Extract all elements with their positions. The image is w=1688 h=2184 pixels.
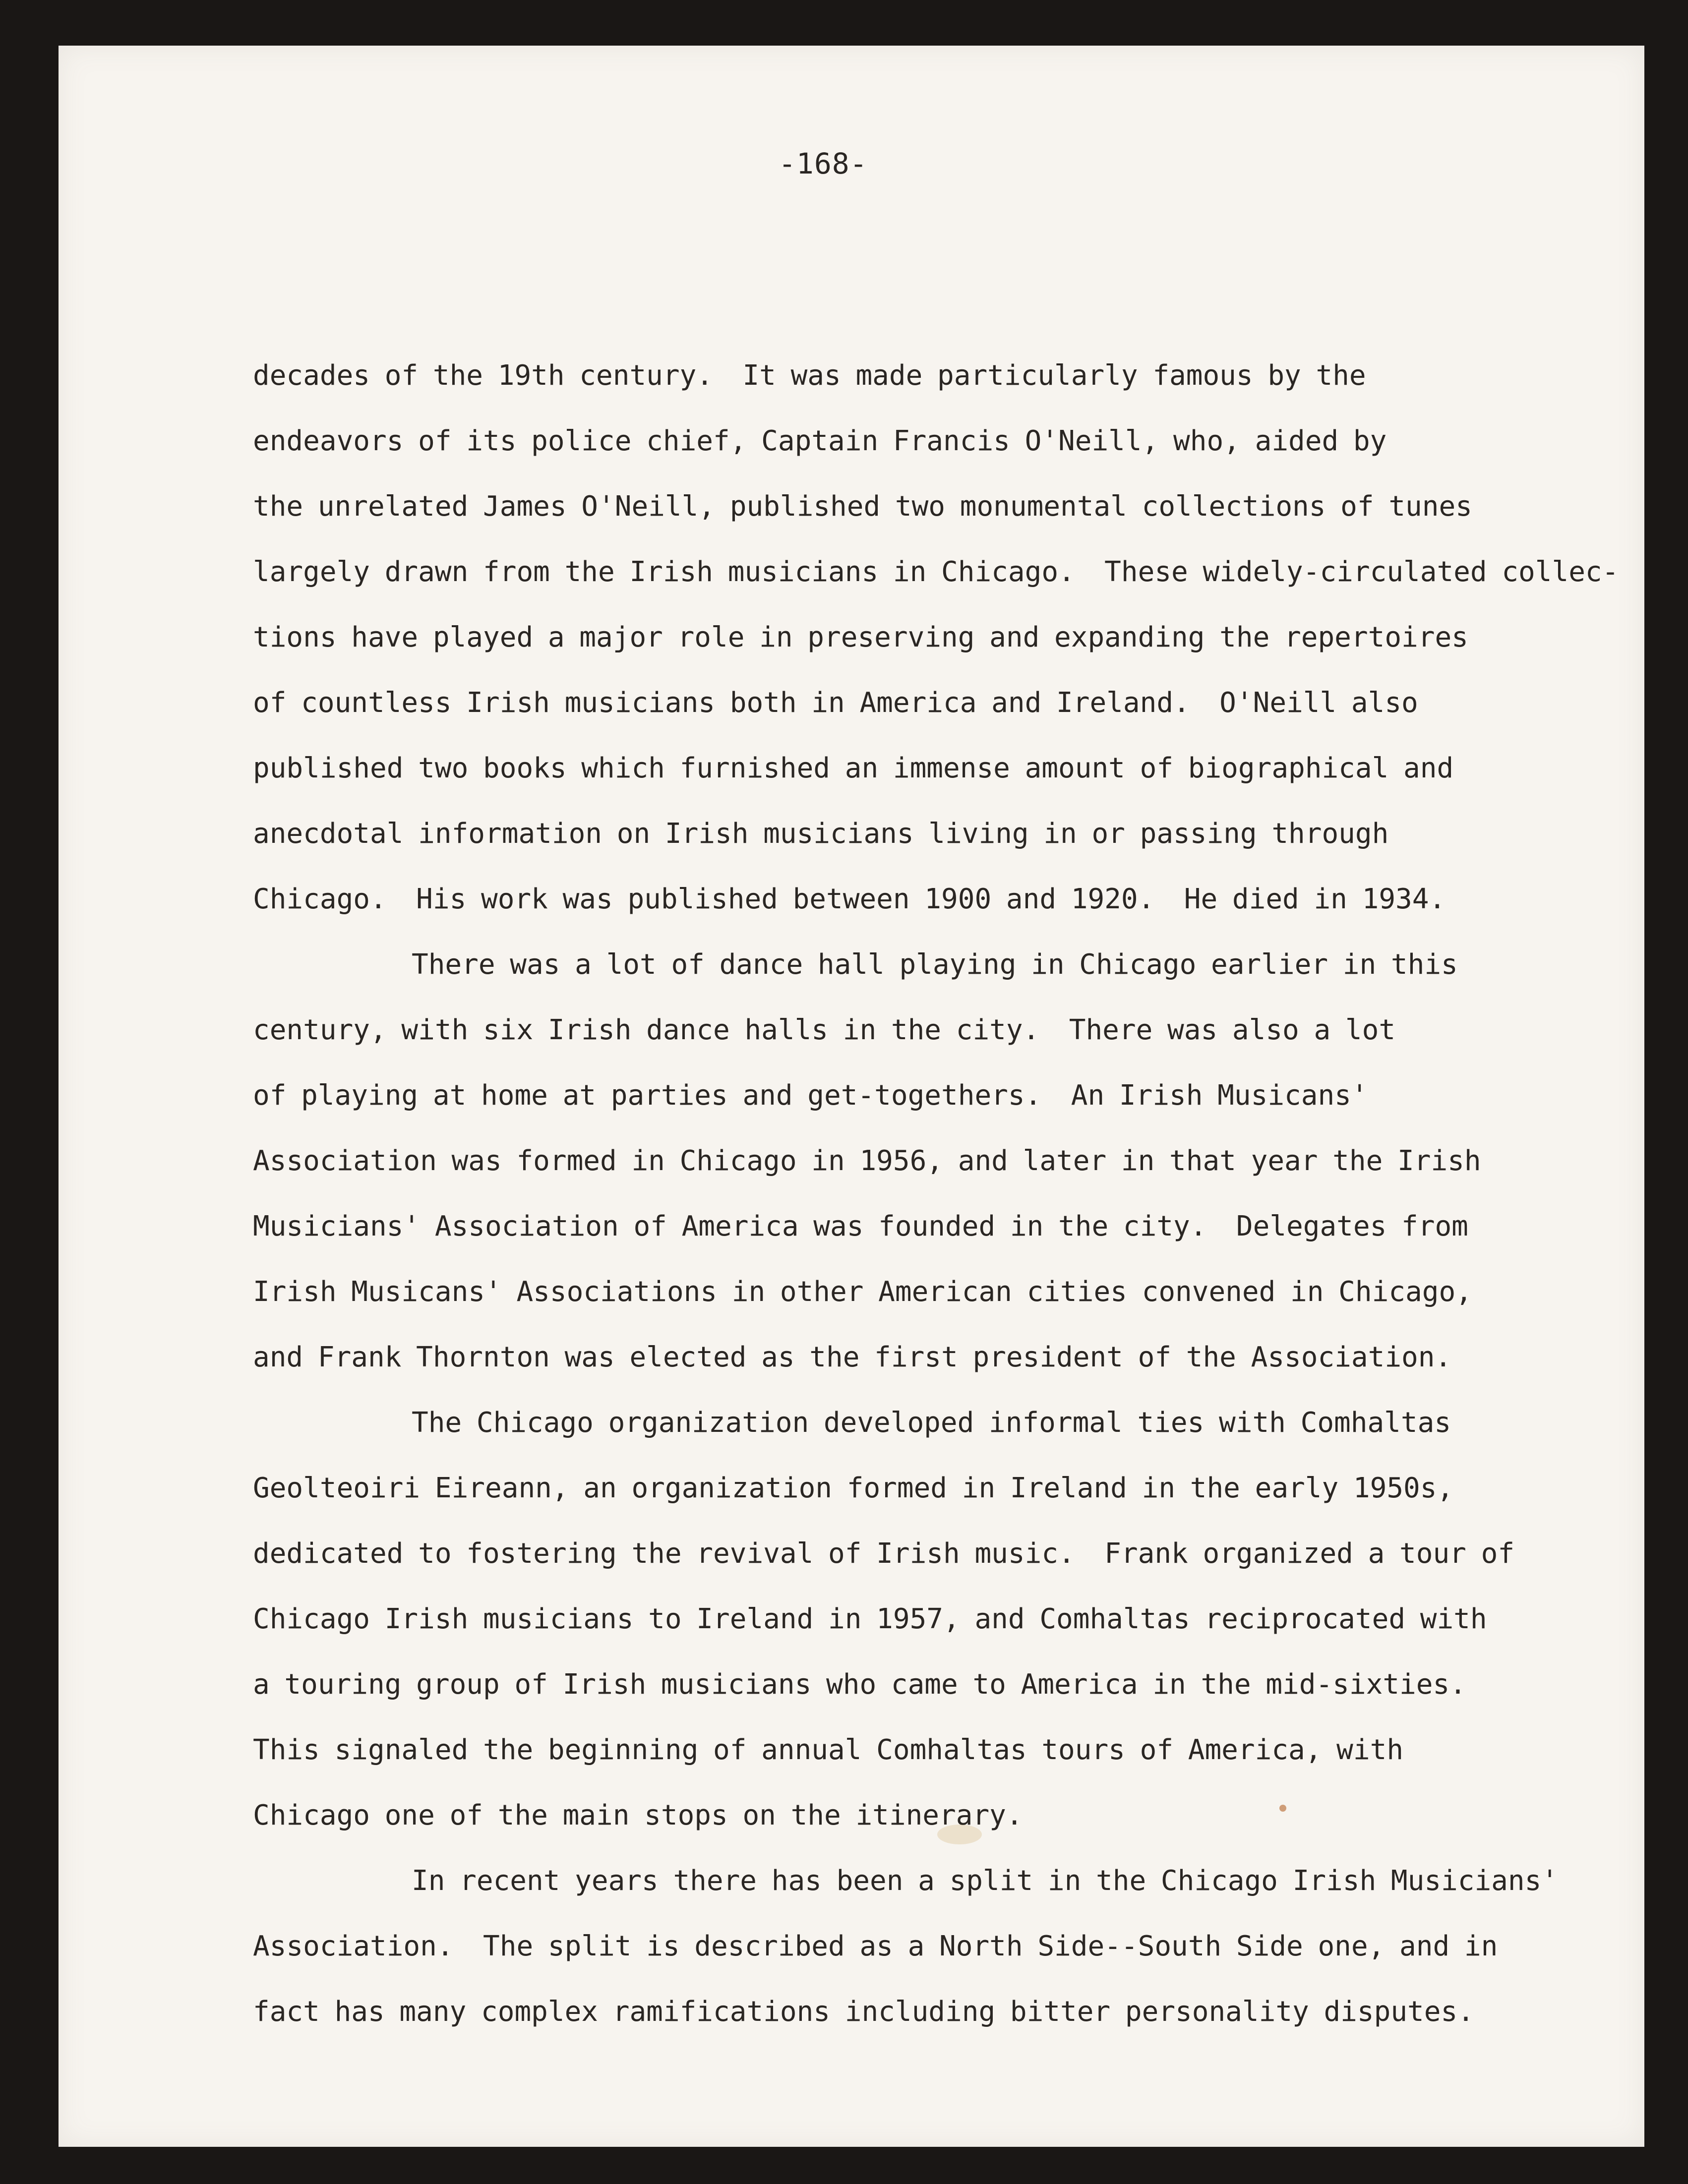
text-line: tions have played a major role in preserving and expanding the repertoires	[253, 621, 1468, 653]
text-line: dedicated to fostering the revival of Irish music. Frank organized a tour of	[253, 1537, 1515, 1570]
text-line: of playing at home at parties and get-togethers. An Irish Musicans'	[253, 1079, 1368, 1112]
text-line: of countless Irish musicians both in America and Ireland. O'Neill also	[253, 687, 1418, 719]
text-line: Chicago one of the main stops on the itinerary.	[253, 1799, 1023, 1831]
text-line: a touring group of Irish musicians who came to America in the mid-sixties.	[253, 1668, 1466, 1701]
text-line: Musicians' Association of America was founded in the city. Delegates from	[253, 1210, 1468, 1242]
text-line: Geolteoiri Eireann, an organization formed in Ireland in the early 1950s,	[253, 1472, 1454, 1504]
text-line: Chicago Irish musicians to Ireland in 1957, and Comhaltas reciprocated with	[253, 1603, 1487, 1635]
text-line: Association was formed in Chicago in 1956, and later in that year the Irish	[253, 1145, 1481, 1177]
text-line: anecdotal information on Irish musicians living in or passing through	[253, 818, 1389, 850]
text-line: decades of the 19th century. It was made particularly famous by the	[253, 359, 1366, 392]
page-number: -168-	[779, 147, 868, 180]
paragraph-start-line: The Chicago organization developed informal ties with Comhaltas	[412, 1407, 1451, 1439]
text-line: published two books which furnished an immense amount of biographical and	[253, 752, 1454, 784]
text-line: largely drawn from the Irish musicians in Chicago. These widely-circulated collec-	[253, 556, 1619, 588]
paragraph-start-line: In recent years there has been a split in the Chicago Irish Musicians'	[412, 1865, 1559, 1897]
paper-spot	[1279, 1805, 1286, 1812]
text-line: century, with six Irish dance halls in the city. There was also a lot	[253, 1014, 1396, 1046]
text-line: Irish Musicans' Associations in other American cities convened in Chicago,	[253, 1276, 1472, 1308]
paper-stain	[937, 1825, 982, 1844]
body-text	[253, 343, 1641, 2045]
text-line: fact has many complex ramifications including bitter personality disputes.	[253, 1996, 1474, 2028]
text-line: endeavors of its police chief, Captain Francis O'Neill, who, aided by	[253, 425, 1387, 457]
paragraph-start-line: There was a lot of dance hall playing in Chicago earlier in this	[412, 948, 1458, 981]
text-line: and Frank Thornton was elected as the first president of the Association.	[253, 1341, 1452, 1373]
text-line: Association. The split is described as a North Side--South Side one, and in	[253, 1930, 1498, 1962]
text-line: This signaled the beginning of annual Comhaltas tours of America, with	[253, 1734, 1404, 1766]
text-line: the unrelated James O'Neill, published two monumental collections of tunes	[253, 490, 1472, 523]
text-line: Chicago. His work was published between 1900 and 1920. He died in 1934.	[253, 883, 1446, 915]
